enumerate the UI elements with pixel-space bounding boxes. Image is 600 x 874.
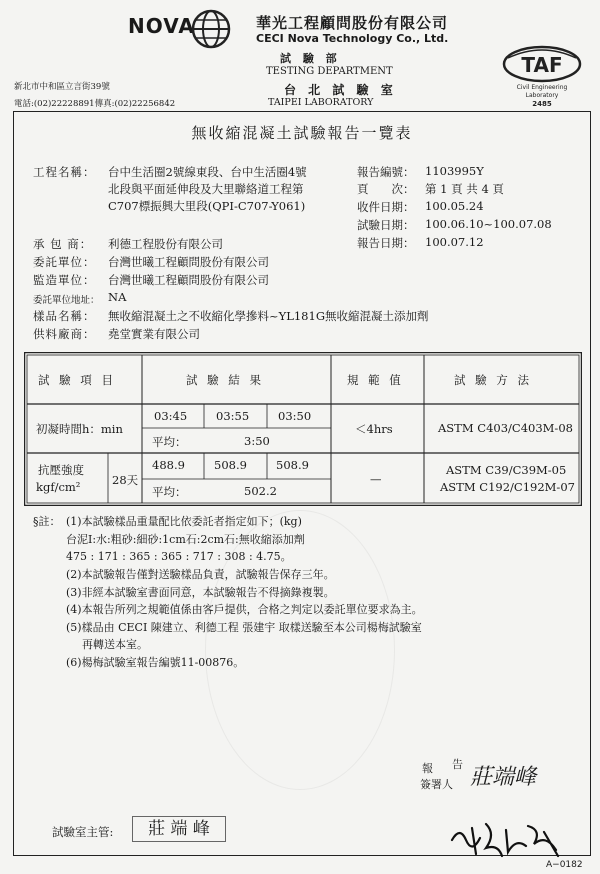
notes-label: §註： [33, 515, 61, 528]
report-date-label: 報告日期： [357, 236, 415, 250]
row2-age: 28天 [112, 473, 139, 487]
sample-label: 樣品名稱： [33, 309, 96, 323]
row2-value-3: 508.9 [276, 458, 309, 472]
row2-method-2: ASTM C192/C192M-07 [440, 480, 575, 494]
header-test-item: 試 驗 項 目 [38, 373, 116, 387]
supplier-label: 供料廠商： [33, 327, 96, 341]
supervisor-value: 台灣世曦工程顧問股份有限公司 [108, 273, 269, 287]
lab-name-en: TAIPEI LABORATORY [268, 97, 374, 108]
row1-item: 初凝時間h：min [36, 422, 123, 436]
handwritten-signature [448, 818, 568, 866]
note-1: (1)本試驗樣品重量配比依委託者指定如下；(kg) [66, 515, 302, 528]
globe-logo-icon [186, 8, 236, 50]
note-1-ratio-values: 475 : 171 : 365 : 365 : 717 : 308 : 4.75。 [66, 550, 292, 563]
supervisor-label: 監造單位： [33, 273, 96, 287]
row2-value-2: 508.9 [214, 458, 247, 472]
row1-value-3: 03:50 [278, 409, 312, 423]
note-1-ratio-labels: 台泥Ⅰ:水:粗砂:細砂:1cm石:2cm石:無收縮添加劑 [66, 533, 305, 546]
project-line-2: 北段與平面延伸段及大里聯絡道工程第 [108, 182, 304, 196]
header-spec: 規 範 值 [347, 373, 404, 387]
row1-spec: ＜4hrs [355, 422, 393, 436]
note-4: (4)本報告所列之規範值係由客戶提供，合格之判定以委託單位要求為主。 [66, 603, 423, 616]
taf-line2: Laboratory [525, 92, 559, 99]
row2-avg-label: 平均： [152, 485, 187, 499]
report-title: 無收縮混凝土試驗報告一覽表 [191, 124, 413, 142]
taf-number: 2485 [532, 100, 552, 108]
taf-accreditation-logo [498, 44, 586, 110]
contractor-value: 利德工程股份有限公司 [108, 237, 223, 251]
row2-value-1: 488.9 [152, 458, 185, 472]
page-label: 頁 次： [357, 182, 415, 196]
row2-spec: — [370, 472, 382, 486]
note-6: (6)楊梅試驗室報告編號11-00876。 [66, 656, 245, 669]
note-2: (2)本試驗報告僅對送驗樣品負責，試驗報告保存三年。 [66, 568, 335, 581]
page-value: 第 1 頁 共 4 頁 [425, 182, 504, 196]
project-line-1: 台中生活圈2號線東段、台中生活圈4號 [108, 165, 307, 179]
contractor-label: 承 包 商： [33, 237, 93, 251]
report-no-label: 報告編號： [357, 165, 415, 179]
note-5-cont: 再轉送本室。 [82, 638, 148, 651]
row1-avg: 3:50 [244, 434, 270, 448]
row2-avg: 502.2 [244, 484, 277, 498]
company-name-zh: 華光工程顧問股份有限公司 [256, 14, 449, 32]
client-address-value: NA [108, 290, 127, 304]
header-method: 試 驗 方 法 [454, 373, 532, 387]
document-code: A−0182 [546, 860, 583, 870]
taf-line1: Civil Engineering [516, 84, 568, 91]
dept-name-en: TESTING DEPARTMENT [266, 66, 393, 77]
note-3: (3)非經本試驗室書面同意，本試驗報告不得摘錄複製。 [66, 586, 335, 599]
taf-logo-text: TAF [521, 53, 563, 77]
lab-name-zh: 台 北 試 驗 室 [284, 83, 397, 97]
row2-method-1: ASTM C39/C39M-05 [446, 463, 567, 477]
received-label: 收件日期： [357, 200, 415, 214]
report-date: 100.07.12 [425, 235, 484, 249]
supplier-value: 堯堂實業有限公司 [108, 327, 200, 341]
row2-item-line1: 抗壓強度 [38, 463, 84, 477]
signer-signature: 莊端峰 [470, 765, 537, 790]
client-value: 台灣世曦工程顧問股份有限公司 [108, 255, 269, 269]
company-address: 新北市中和區立言街39號 [14, 82, 110, 92]
client-label: 委託單位： [33, 255, 96, 269]
test-date: 100.06.10~100.07.08 [425, 217, 552, 231]
sample-value: 無收縮混凝土之不收縮化學摻料~YL181G無收縮混凝土添加劑 [108, 309, 429, 323]
results-table [24, 352, 582, 506]
nova-brand: NOVA [128, 14, 195, 38]
lab-supervisor-label: 試驗室主管: [52, 825, 114, 839]
row1-value-2: 03:55 [216, 409, 250, 423]
row2-item-line2: kgf/cm² [36, 480, 81, 494]
note-5: (5)樣品由 CECI 陳建立、利德工程 張建宇 取樣送驗至本公司楊梅試驗室 [66, 621, 422, 634]
company-phone: 電話:(02)22228891傳真:(02)22256842 [14, 99, 176, 109]
row1-avg-label: 平均： [152, 435, 187, 449]
row1-value-1: 03:45 [154, 409, 188, 423]
client-address-label: 委託單位地址： [33, 295, 100, 306]
signer-label-1: 報 [422, 762, 433, 775]
row1-method: ASTM C403/C403M-08 [438, 421, 573, 435]
signer-label-3: 簽署人 [420, 778, 453, 791]
signer-label-2: 告 [452, 758, 463, 771]
report-no: 1103995Y [425, 164, 484, 178]
company-name-en: CECI Nova Technology Co., Ltd. [256, 32, 449, 45]
dept-name-zh: 試 驗 部 [280, 52, 341, 65]
test-date-label: 試驗日期： [357, 218, 415, 232]
project-line-3: C707標振興大里段(QPI-C707-Y061) [108, 199, 306, 213]
project-label: 工程名稱： [33, 165, 96, 179]
header-test-result: 試 驗 結 果 [186, 373, 264, 387]
received-date: 100.05.24 [425, 199, 484, 213]
lab-supervisor-stamp: 莊 端 峰 [132, 816, 226, 842]
